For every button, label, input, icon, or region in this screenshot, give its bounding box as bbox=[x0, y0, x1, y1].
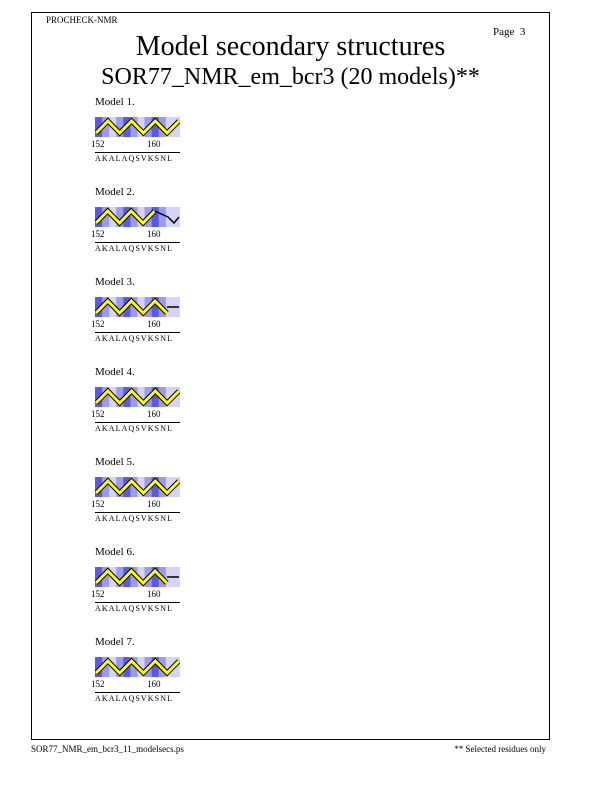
model-block bbox=[91, 366, 195, 446]
sequence-ruler bbox=[95, 332, 180, 333]
page-subtitle: SOR77_NMR_em_bcr3 (20 models)** bbox=[101, 64, 480, 90]
page-number-value: 3 bbox=[519, 26, 526, 38]
model-block bbox=[91, 96, 195, 176]
residue-tick-mid: 160 bbox=[147, 229, 161, 239]
secondary-structure-strip bbox=[95, 297, 180, 317]
residue-tick-start: 152 bbox=[91, 229, 105, 239]
secondary-structure-strip bbox=[95, 387, 180, 407]
residue-tick-mid: 160 bbox=[147, 679, 161, 689]
residue-tick-start: 152 bbox=[91, 679, 105, 689]
residue-sequence: AKALAQSVKSNL bbox=[95, 694, 174, 703]
residue-tick-start: 152 bbox=[91, 319, 105, 329]
model-label: Model 3. bbox=[95, 276, 135, 288]
model-block bbox=[91, 456, 195, 536]
residue-tick-mid: 160 bbox=[147, 499, 161, 509]
sequence-ruler bbox=[95, 242, 180, 243]
secondary-structure-strip bbox=[95, 657, 180, 677]
residue-tick-start: 152 bbox=[91, 139, 105, 149]
residue-sequence: AKALAQSVKSNL bbox=[95, 424, 174, 433]
model-label: Model 5. bbox=[95, 456, 135, 468]
residue-tick-start: 152 bbox=[91, 589, 105, 599]
residue-tick-mid: 160 bbox=[147, 139, 161, 149]
residue-sequence: AKALAQSVKSNL bbox=[95, 154, 174, 163]
footer-filename: SOR77_NMR_em_bcr3_11_modelsecs.ps bbox=[31, 744, 184, 754]
secondary-structure-strip bbox=[95, 477, 180, 497]
model-label: Model 7. bbox=[95, 636, 135, 648]
residue-tick-start: 152 bbox=[91, 499, 105, 509]
sequence-ruler bbox=[95, 512, 180, 513]
residue-sequence: AKALAQSVKSNL bbox=[95, 334, 174, 343]
residue-sequence: AKALAQSVKSNL bbox=[95, 604, 174, 613]
secondary-structure-strip bbox=[95, 567, 180, 587]
sequence-ruler bbox=[95, 692, 180, 693]
model-label: Model 6. bbox=[95, 546, 135, 558]
secondary-structure-strip bbox=[95, 117, 180, 137]
residue-sequence: AKALAQSVKSNL bbox=[95, 244, 174, 253]
model-block bbox=[91, 276, 195, 356]
residue-sequence: AKALAQSVKSNL bbox=[95, 514, 174, 523]
footer-note: ** Selected residues only bbox=[454, 744, 546, 754]
residue-shade-cell bbox=[159, 207, 167, 227]
residue-tick-mid: 160 bbox=[147, 319, 161, 329]
residue-tick-mid: 160 bbox=[147, 589, 161, 599]
page-label-text: Page bbox=[493, 26, 515, 38]
model-block bbox=[91, 186, 195, 266]
model-label: Model 1. bbox=[95, 96, 135, 108]
model-label: Model 4. bbox=[95, 366, 135, 378]
model-block bbox=[91, 636, 195, 716]
secondary-structure-strip bbox=[95, 207, 180, 227]
residue-tick-mid: 160 bbox=[147, 409, 161, 419]
sequence-ruler bbox=[95, 152, 180, 153]
program-name: PROCHECK-NMR bbox=[46, 15, 118, 25]
sequence-ruler bbox=[95, 422, 180, 423]
page-title: Model secondary structures bbox=[135, 31, 446, 62]
model-block bbox=[91, 546, 195, 626]
sequence-ruler bbox=[95, 602, 180, 603]
model-label: Model 2. bbox=[95, 186, 135, 198]
residue-tick-start: 152 bbox=[91, 409, 105, 419]
